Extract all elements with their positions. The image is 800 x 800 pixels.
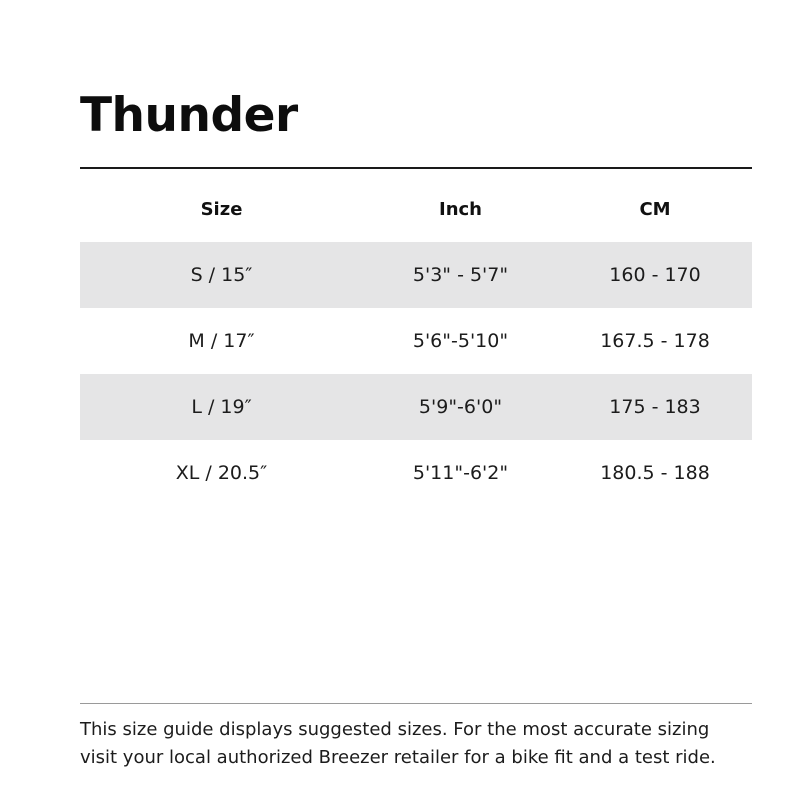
inch-cell: 5'3" - 5'7" <box>412 264 509 286</box>
size-cell: L / 19″ <box>191 396 252 418</box>
table-row <box>80 242 752 308</box>
footer-divider <box>80 703 752 704</box>
size-cell: S / 15″ <box>190 264 253 286</box>
size-cell: M / 17″ <box>188 330 255 352</box>
table-row <box>80 440 752 506</box>
table-row <box>80 374 752 440</box>
cm-cell: 175 - 183 <box>609 396 701 418</box>
cm-cell: 167.5 - 178 <box>600 330 710 352</box>
page-title: Thunder <box>80 88 298 143</box>
inch-cell: 5'9"-6'0" <box>418 396 503 418</box>
header-size: Size <box>200 198 243 220</box>
footer-disclaimer <box>80 716 770 772</box>
footer-line-1: This size guide displays suggested sizes. For the most accurate sizing <box>80 719 710 740</box>
size-chart-table <box>80 176 752 506</box>
table-header-row <box>80 176 752 242</box>
cm-cell: 180.5 - 188 <box>600 462 710 484</box>
header-inch: Inch <box>439 198 482 220</box>
footer-line-2: visit your local authorized Breezer retailer for a bike fit and a test ride. <box>80 747 716 768</box>
cm-cell: 160 - 170 <box>609 264 701 286</box>
inch-cell: 5'11"-6'2" <box>412 462 509 484</box>
size-cell: XL / 20.5″ <box>175 462 268 484</box>
inch-cell: 5'6"-5'10" <box>412 330 509 352</box>
header-cm: CM <box>639 198 671 220</box>
table-row <box>80 308 752 374</box>
title-divider <box>80 167 752 169</box>
